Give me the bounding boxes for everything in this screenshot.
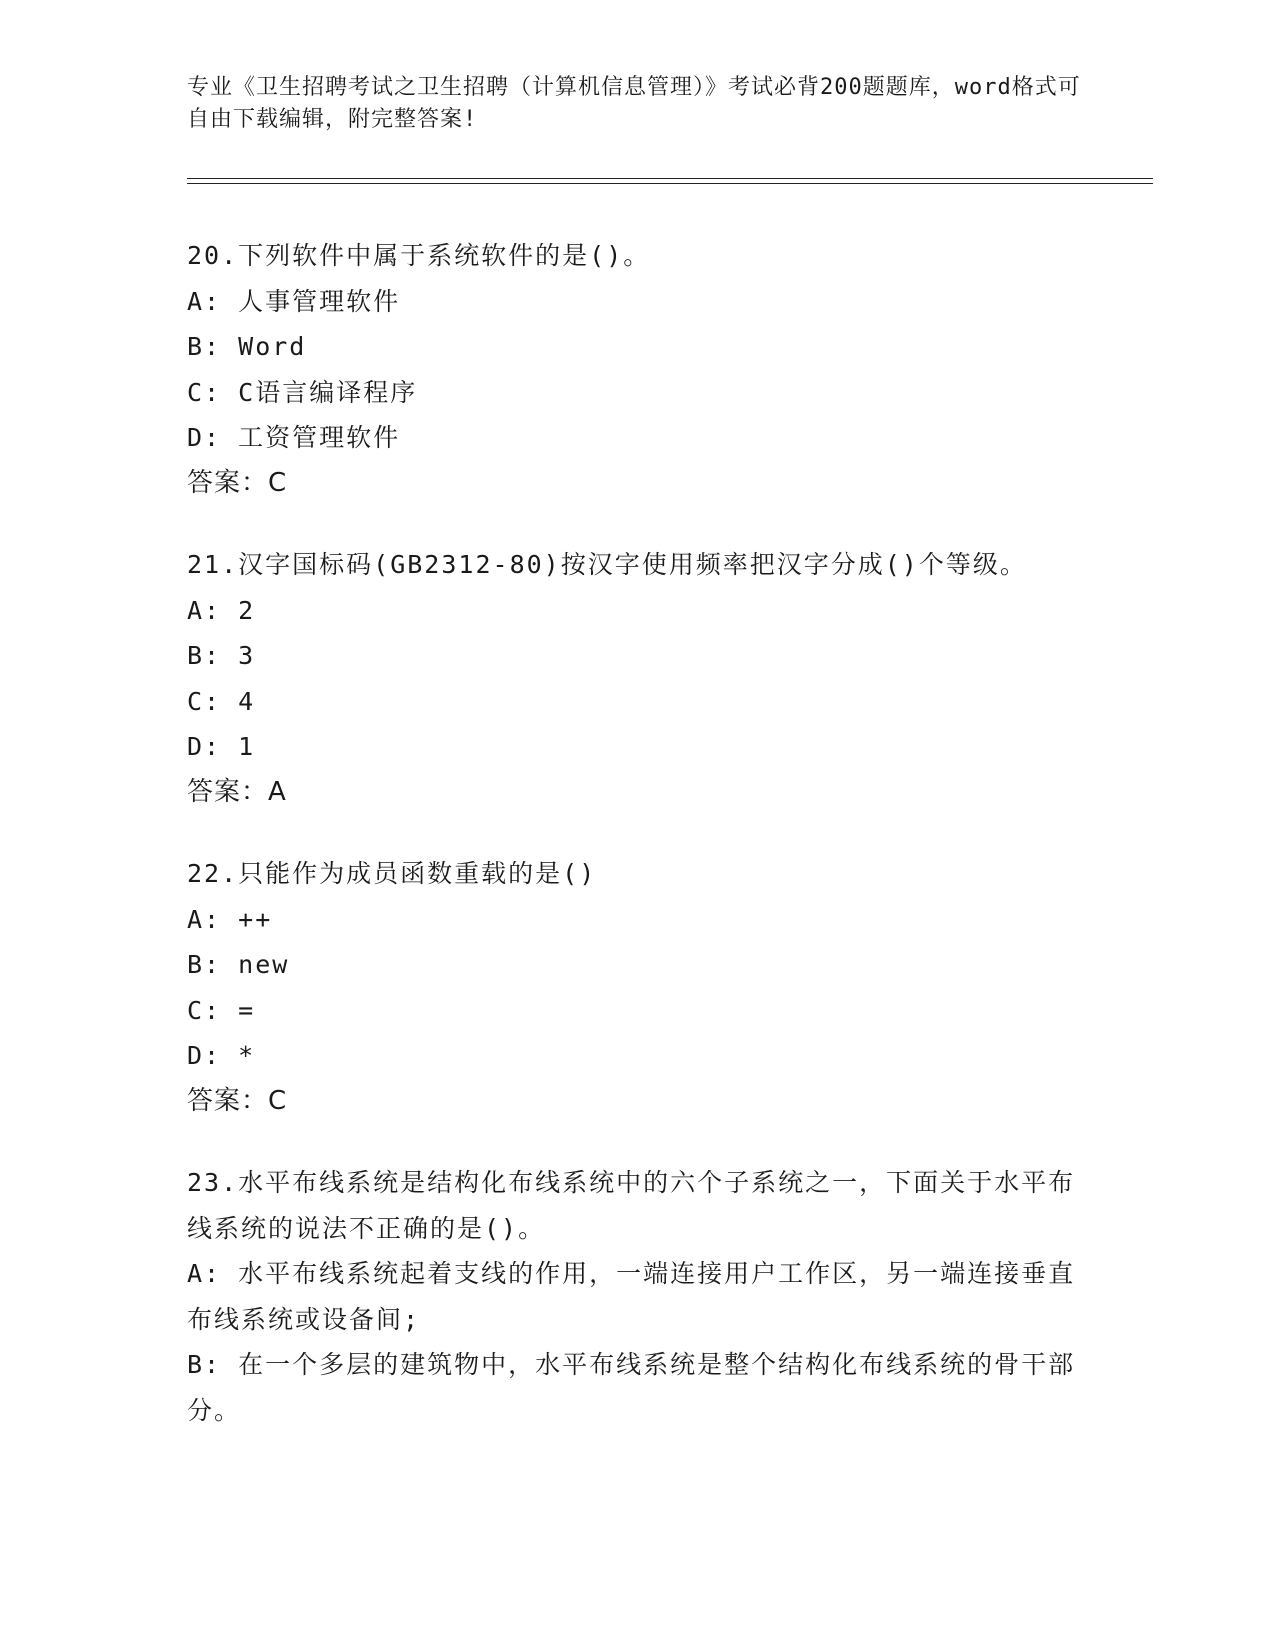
option-b: B: new — [187, 950, 290, 979]
option-a: A: 人事管理软件 — [187, 286, 401, 316]
answer-label: 答案：A — [187, 776, 287, 807]
question-list — [187, 233, 1087, 1469]
question-22 — [187, 851, 1087, 1124]
question-23 — [187, 1160, 1087, 1433]
option-a: A: ++ — [187, 904, 273, 934]
answer-label: 答案：C — [187, 467, 288, 498]
header-divider-top — [187, 178, 1153, 179]
option-a: A: 2 — [187, 595, 256, 625]
question-stem: 20.下列软件中属于系统软件的是()。 — [187, 241, 651, 270]
option-c: C: 4 — [187, 686, 256, 716]
question-stem: 22.只能作为成员函数重载的是() — [187, 859, 597, 888]
header-divider-bottom — [187, 183, 1153, 184]
question-21 — [187, 542, 1087, 815]
option-a: A: 水平布线系统起着支线的作用，一端连接用户工作区，另一端连接垂直布线系统或设备间; — [187, 1259, 1076, 1334]
option-c: C: C语言编译程序 — [187, 377, 418, 407]
option-d: D: * — [187, 1041, 256, 1070]
answer-label: 答案：C — [187, 1085, 288, 1116]
document-header: 专业《卫生招聘考试之卫生招聘（计算机信息管理）》考试必背200题题库，word格式可自由下载编辑，附完整答案! — [187, 75, 1081, 132]
option-d: D: 工资管理软件 — [187, 423, 401, 452]
option-b: B: 3 — [187, 641, 256, 670]
option-d: D: 1 — [187, 732, 256, 761]
option-b: B: 在一个多层的建筑物中，水平布线系统是整个结构化布线系统的骨干部分。 — [187, 1350, 1076, 1425]
option-c: C: = — [187, 995, 256, 1025]
question-20 — [187, 233, 1087, 506]
option-b: B: Word — [187, 332, 307, 361]
question-stem: 23.水平布线系统是结构化布线系统中的六个子系统之一，下面关于水平布线系统的说法不正确的是()。 — [187, 1168, 1076, 1243]
question-stem: 21.汉字国标码(GB2312-80)按汉字使用频率把汉字分成()个等级。 — [187, 550, 1027, 579]
